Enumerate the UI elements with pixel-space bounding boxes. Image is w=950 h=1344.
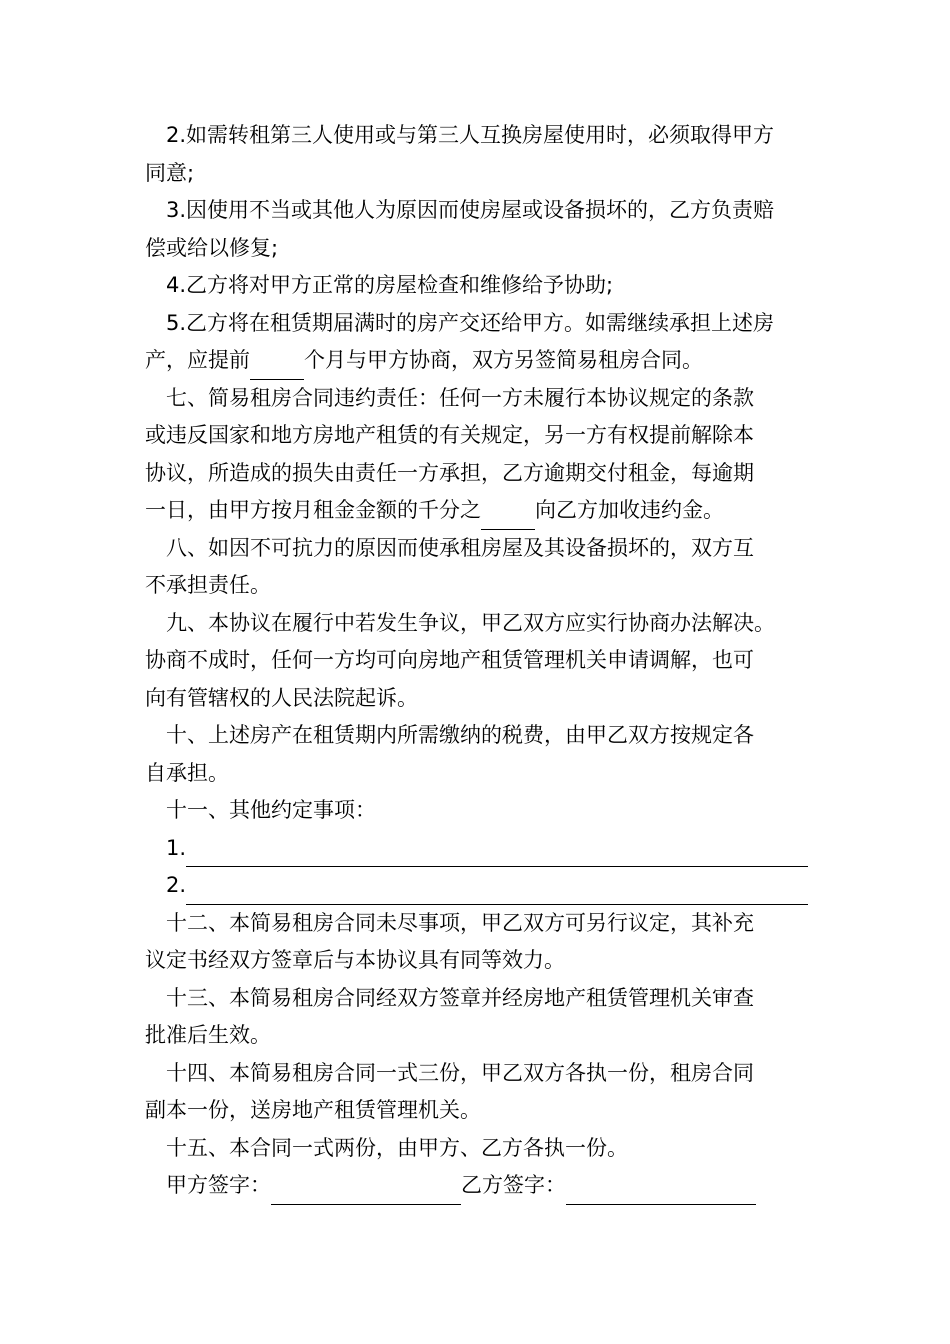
party-b-signature-blank [566,1177,756,1205]
clause-9-cont: 向有管辖权的人民法院起诉。 [145,685,418,710]
party-a-signature-label: 甲方签字： [166,1173,271,1197]
clause-14: 十四、本简易租房合同一式三份，甲乙双方各执一份，租房合同 [166,1060,754,1085]
clause-6-item-2-cont: 同意; [145,160,195,185]
clause-12-cont: 议定书经双方签章后与本协议具有同等效力。 [145,948,565,972]
document-body [145,117,810,1205]
clause-8: 八、如因不可抗力的原因而使承租房屋及其设备损坏的，双方互 [166,535,754,560]
clause-15: 十五、本合同一式两份，由甲方、乙方各执一份。 [166,1135,628,1160]
clause-13-cont: 批准后生效。 [145,1023,271,1047]
clause-6-item-2: 2.如需转租第三人使用或与第三人互换房屋使用时，必须取得甲方 [166,123,775,147]
text-fragment: 向乙方加收违约金。 [535,498,724,522]
clause-12: 十二、本简易租房合同未尽事项，甲乙双方可另行议定，其补充 [166,910,754,935]
item-number: 1. [166,835,187,860]
other-item-2-blank [186,877,808,905]
clause-8-cont: 不承担责任。 [145,573,271,597]
penalty-rate-blank [481,502,535,530]
party-b-signature-label: 乙方签字： [461,1173,566,1197]
text-fragment: 个月与甲方协商，双方另签简易租房合同。 [304,348,703,372]
clause-14-cont: 副本一份，送房地产租赁管理机关。 [145,1098,481,1122]
clause-6-item-5-cont [145,342,810,380]
party-a-signature-blank [271,1177,461,1205]
clause-7-cont: 或违反国家和地方房地产租赁的有关规定，另一方有权提前解除本 [145,423,754,447]
item-number: 2. [166,873,187,897]
clause-7: 七、简易租房合同违约责任：任何一方未履行本协议规定的条款 [166,385,754,410]
text-fragment: 一日，由甲方按月租金金额的千分之 [145,498,481,522]
clause-10-cont: 自承担。 [145,760,229,785]
other-item-1 [145,830,810,868]
clause-11: 十一、其他约定事项： [166,798,376,822]
clause-9-cont: 协商不成时，任何一方均可向房地产租赁管理机关申请调解，也可 [145,648,754,672]
months-blank [250,352,304,380]
other-item-2 [145,867,810,905]
clause-6-item-5: 5.乙方将在租赁期届满时的房产交还给甲方。如需继续承担上述房 [166,310,775,335]
clause-10: 十、上述房产在租赁期内所需缴纳的税费，由甲乙双方按规定各 [166,723,754,747]
clause-9: 九、本协议在履行中若发生争议，甲乙双方应实行协商办法解决。 [166,610,775,635]
text-fragment: 产，应提前 [145,348,250,372]
clause-7-cont: 协议，所造成的损失由责任一方承担，乙方逾期交付租金，每逾期 [145,460,754,485]
clause-7-cont [145,492,810,530]
clause-6-item-3: 3.因使用不当或其他人为原因而使房屋或设备损坏的，乙方负责赔 [166,198,775,222]
clause-6-item-4: 4.乙方将对甲方正常的房屋检查和维修给予协助; [166,273,614,297]
signature-line [145,1167,810,1205]
other-item-1-blank [186,839,808,867]
clause-6-item-3-cont: 偿或给以修复; [145,235,279,260]
clause-13: 十三、本简易租房合同经双方签章并经房地产租赁管理机关审查 [166,985,754,1010]
